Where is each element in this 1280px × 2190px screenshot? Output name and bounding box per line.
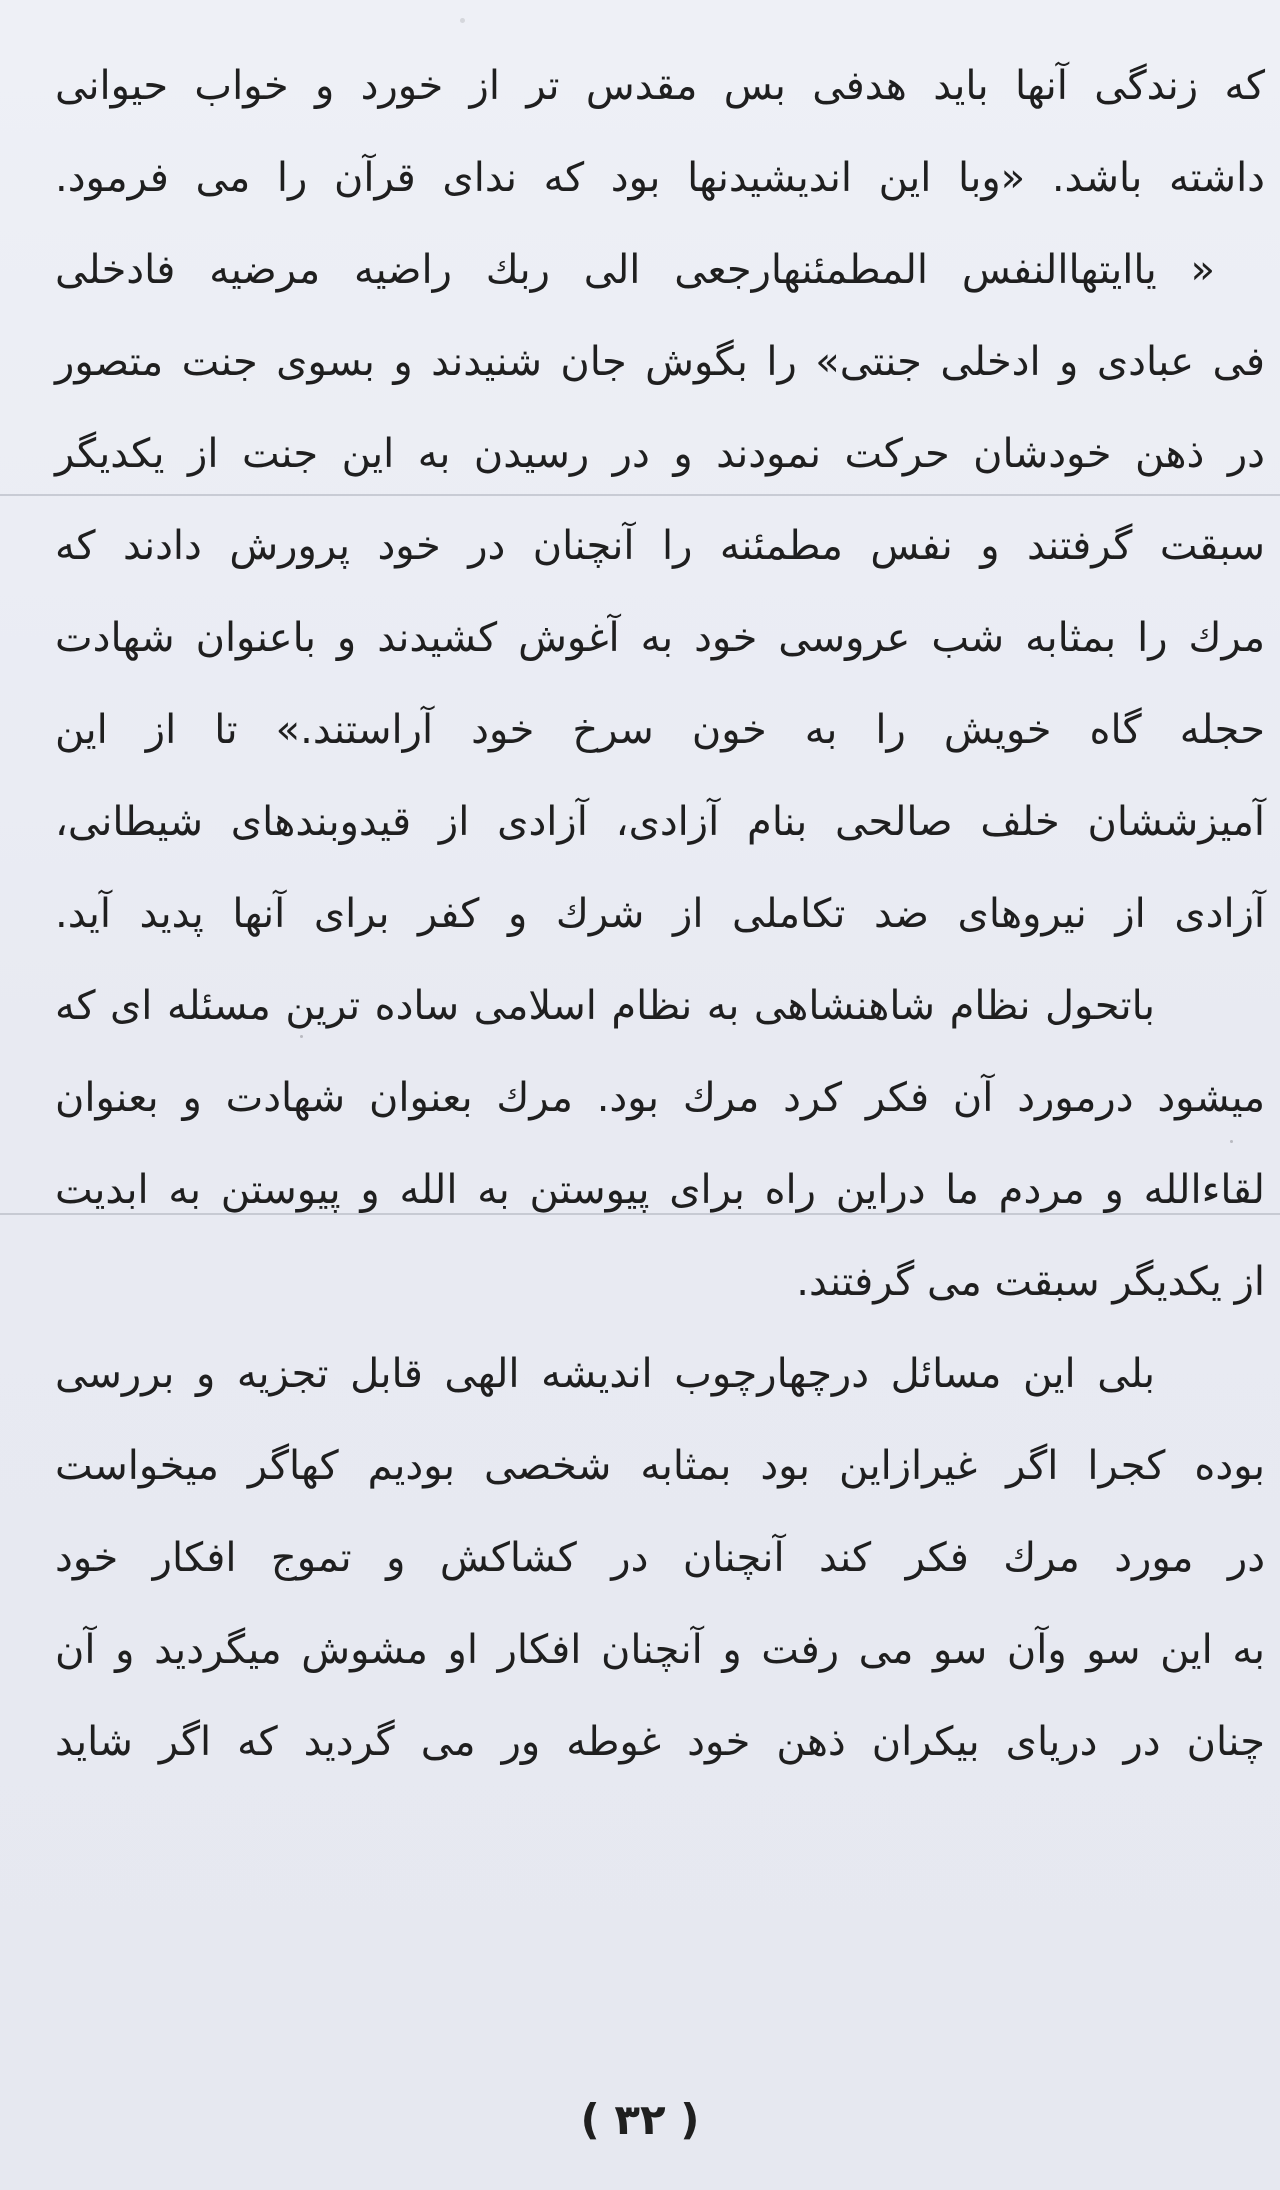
text-line: بلی این مسائل درچهارچوب اندیشه الهی قابل تجزیه و بررسی xyxy=(55,1351,1155,1397)
text-line: آزادی از نیروهای ضد تکاملی از شرك و کفر برای آنها پدید آید. xyxy=(55,891,1265,937)
text-line: از یکدیگر سبقت می گرفتند. xyxy=(796,1259,1265,1305)
page-number: ( ۳۲ ) xyxy=(580,2095,700,2144)
text-line: حجله گاه خویش را به خون سرخ خود آراستند.» تا از این xyxy=(55,707,1265,753)
text-line: مرك را بمثابه شب عروسی خود به آغوش کشیدند و باعنوان شهادت xyxy=(55,615,1265,661)
text-line: « یاایتهاالنفس المطمئنهارجعی الی ربك راضیه مرضیه فادخلی xyxy=(55,247,1215,293)
text-line: به این سو وآن سو می رفت و آنچنان افکار او مشوش میگردید و آن xyxy=(55,1627,1265,1673)
text-line: میشود درمورد آن فکر کرد مرك بود. مرك بعنوان شهادت و بعنوان xyxy=(55,1075,1265,1121)
text-line: چنان در دریای بیکران ذهن خود غوطه ور می گردید که اگر شاید xyxy=(55,1719,1265,1765)
text-line: آمیزششان خلف صالحی بنام آزادی، آزادی از قیدوبندهای شیطانی، xyxy=(55,799,1265,845)
text-line: فی عبادی و ادخلی جنتی» را بگوش جان شنیدند و بسوی جنت متصور xyxy=(55,339,1265,385)
text-line: لقاءالله و مردم ما دراین راه برای پیوستن به الله و پیوستن به ابدیت xyxy=(55,1167,1265,1213)
body-text xyxy=(55,40,1265,1788)
text-line: داشته باشد. «وبا این اندیشیدنها بود که ندای قرآن را می فرمود. xyxy=(55,155,1265,201)
text-line: که زندگی آنها باید هدفی بس مقدس تر از خورد و خواب حیوانی xyxy=(55,63,1265,109)
text-line: باتحول نظام شاهنشاهی به نظام اسلامی ساده ترین مسئله ای که xyxy=(55,983,1155,1029)
text-line: سبقت گرفتند و نفس مطمئنه را آنچنان در خود پرورش دادند که xyxy=(55,523,1265,569)
text-line: در مورد مرك فکر کند آنچنان در کشاکش و تموج افکار خود xyxy=(55,1535,1265,1581)
text-line: در ذهن خودشان حرکت نمودند و در رسیدن به این جنت از یکدیگر xyxy=(55,431,1265,477)
text-line: بوده کجرا اگر غیرازاین بود بمثابه شخصی بودیم کهاگر میخواست xyxy=(55,1443,1265,1489)
paper-speck xyxy=(460,18,465,23)
